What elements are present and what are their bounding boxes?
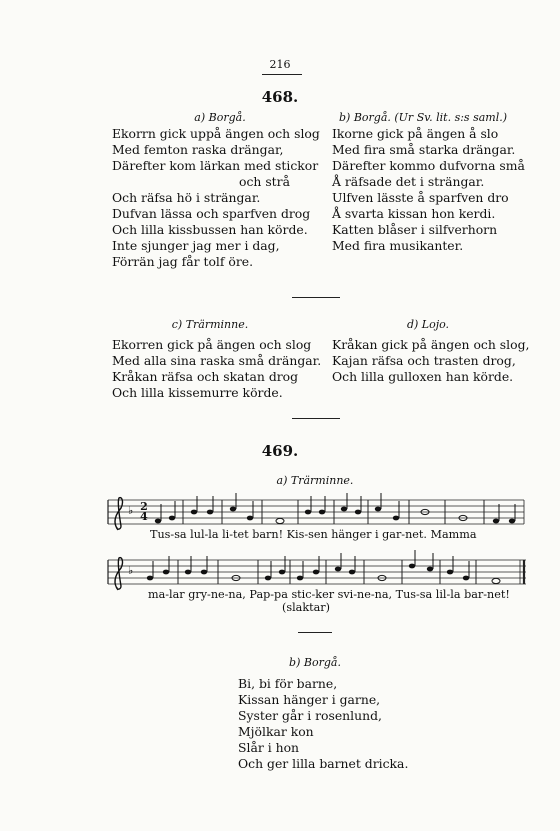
treble-clef-icon	[115, 558, 122, 590]
lyrics-line-2: ma-lar gry-ne-na, Pap-pa stic-ker svi-ne-na, Tus-sa lil-la bar-net!	[148, 588, 510, 601]
poem-line: Å svarta kissan hon kerdi.	[332, 206, 496, 221]
poem-line: Med alla sina raska små drängar.	[112, 353, 322, 368]
poem-line: Därefter kom lärkan med stickor	[112, 158, 319, 173]
poem-line: Och räfsa hö i strängar.	[112, 190, 261, 205]
lyrics-line-3: (slaktar)	[282, 601, 331, 614]
variant-label-468a: a) Borgå.	[194, 111, 246, 124]
poem-line: Med femton raska drängar,	[112, 142, 284, 157]
poem-line: Och lilla gulloxen han körde.	[332, 369, 514, 384]
poem-line: Och lilla kissbussen han körde.	[112, 222, 308, 237]
notes-staff-2	[147, 550, 500, 584]
notes-staff-1	[155, 493, 515, 524]
time-signature	[138, 502, 150, 522]
poem-line: Kråkan räfsa och skatan drog	[112, 369, 299, 384]
poem-line-continuation: och strå	[239, 174, 290, 189]
flat-icon: ♭	[128, 504, 134, 517]
poem-line: Förrän jag får tolf öre.	[112, 254, 254, 269]
variant-label-468b: b) Borgå. (Ur Sv. lit. s:s saml.)	[338, 111, 508, 124]
poem-line: Syster går i rosenlund,	[238, 708, 382, 723]
time-signature-top: 2	[140, 500, 148, 513]
variant-label-469a: a) Trärminne.	[276, 474, 354, 487]
poem-line: Med fira små starka drängar.	[332, 142, 516, 157]
section-divider	[298, 632, 332, 633]
variant-label-469b: b) Borgå.	[289, 656, 341, 669]
poem-line: Å räfsade det i strängar.	[332, 174, 485, 189]
poem-line: Kråkan gick på ängen och slog,	[332, 337, 530, 352]
variant-label-468d: d) Lojo.	[406, 318, 450, 331]
lyrics-line-1: Tus-sa lul-la li-tet barn! Kis-sen hänger i gar-net. Mamma	[150, 528, 477, 541]
song-number-469: 469.	[261, 442, 299, 460]
time-signature-bottom: 4	[140, 510, 148, 523]
poem-line: Slår i hon	[238, 740, 300, 755]
poem-line: Ikorne gick på ängen å slo	[332, 126, 499, 141]
poem-line: Mjölkar kon	[238, 724, 314, 739]
song-number-468: 468.	[261, 88, 299, 106]
page-number-rule	[262, 74, 302, 75]
poem-line: Dufvan lässa och sparfven drog	[112, 206, 311, 221]
poem-line: Katten blåser i silfverhorn	[332, 222, 498, 237]
poem-line: Därefter kommo dufvorna små	[332, 158, 525, 173]
poem-line: Bi, bi för barne,	[238, 676, 338, 691]
poem-line: Kajan räfsa och trasten drog,	[332, 353, 516, 368]
poem-line: Kissan hänger i garne,	[238, 692, 381, 707]
treble-clef-icon	[115, 498, 122, 530]
poem-line: Ekorrn gick uppå ängen och slog	[112, 126, 320, 141]
poem-line: Ulfven lässte å sparfven dro	[332, 190, 509, 205]
section-divider	[292, 297, 340, 298]
poem-line: Ekorren gick på ängen och slog	[112, 337, 312, 352]
poem-line: Med fira musikanter.	[332, 238, 464, 253]
flat-icon: ♭	[128, 564, 134, 577]
variant-label-468c: c) Trärminne.	[171, 318, 249, 331]
page-number: 216	[269, 58, 291, 71]
section-divider	[292, 418, 340, 419]
poem-line: Och ger lilla barnet dricka.	[238, 756, 409, 771]
poem-line: Inte sjunger jag mer i dag,	[112, 238, 280, 253]
poem-line: Och lilla kissemurre körde.	[112, 385, 283, 400]
